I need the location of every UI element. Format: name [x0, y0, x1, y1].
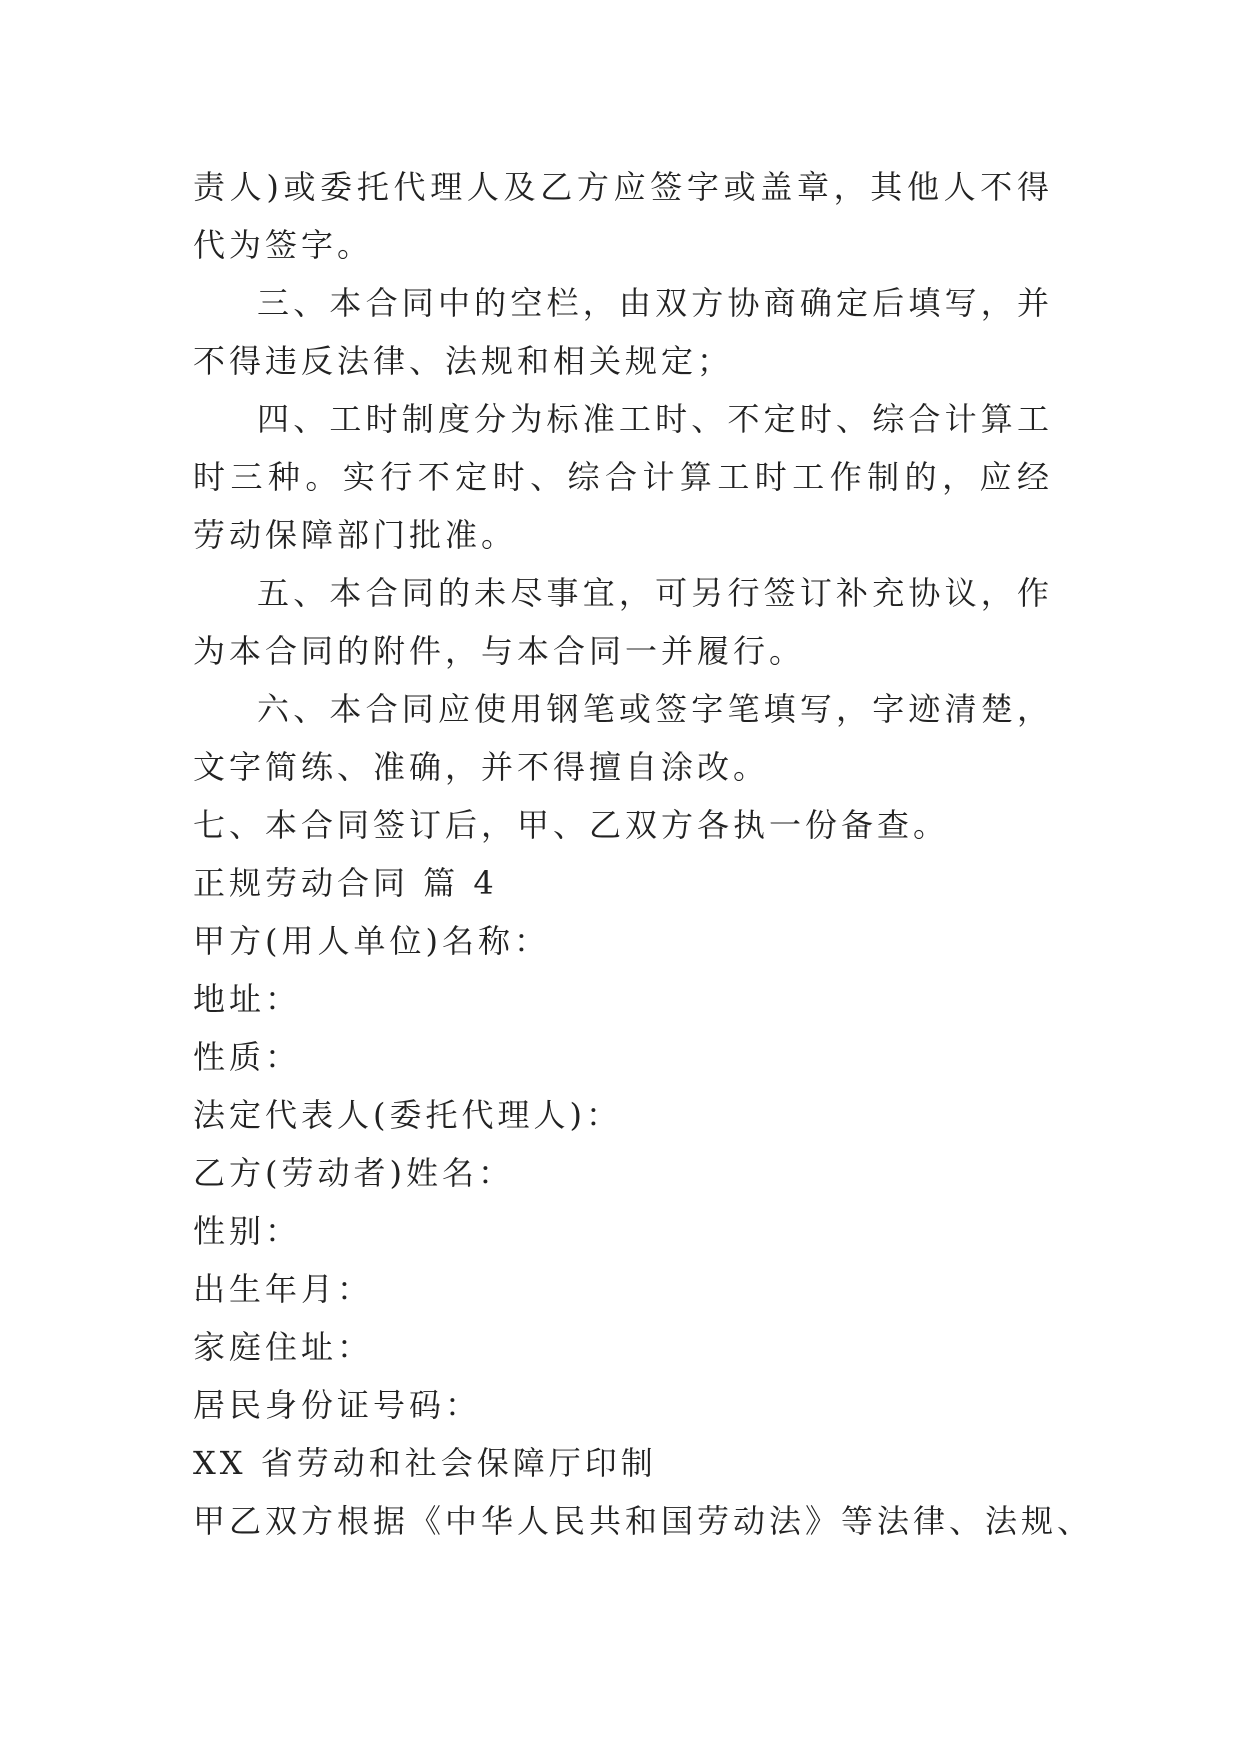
field-birth-date: 出生年月： [193, 1270, 374, 1308]
field-nature: 性质： [193, 1038, 302, 1076]
paragraph-item-6: 六、本合同应使用钢笔或签字笔填写，字迹清楚，文字简练、准确，并不得擅自涂改。 [193, 690, 1053, 786]
printer-note: XX 省劳动和社会保障厅印制 [193, 1444, 657, 1482]
field-address: 地址： [193, 980, 302, 1018]
field-employee-name: 乙方(劳动者)姓名： [193, 1154, 514, 1192]
field-gender: 性别： [193, 1212, 302, 1250]
paragraph-item-5: 五、本合同的未尽事宜，可另行签订补充协议，作为本合同的附件，与本合同一并履行。 [193, 574, 1053, 670]
section-heading: 正规劳动合同 篇 4 [193, 864, 498, 902]
field-employer-name: 甲方(用人单位)名称： [193, 922, 550, 960]
paragraph-item-4: 四、工时制度分为标准工时、不定时、综合计算工时三种。实行不定时、综合计算工时工作制的，应经劳动保障部门批准。 [193, 400, 1053, 554]
paragraph-item-3: 三、本合同中的空栏，由双方协商确定后填写，并不得违反法律、法规和相关规定； [193, 284, 1053, 380]
document-body [193, 158, 1094, 1550]
field-legal-representative: 法定代表人(委托代理人)： [193, 1096, 622, 1134]
field-home-address: 家庭住址： [193, 1328, 374, 1366]
paragraph-preamble: 甲乙双方根据《中华人民共和国劳动法》等法律、法规、 [193, 1502, 1094, 1540]
paragraph-item-7: 七、本合同签订后，甲、乙双方各执一份备查。 [193, 806, 950, 844]
field-id-number: 居民身份证号码： [193, 1386, 482, 1424]
paragraph-signature-note: 责人)或委托代理人及乙方应签字或盖章，其他人不得代为签字。 [193, 168, 1053, 264]
